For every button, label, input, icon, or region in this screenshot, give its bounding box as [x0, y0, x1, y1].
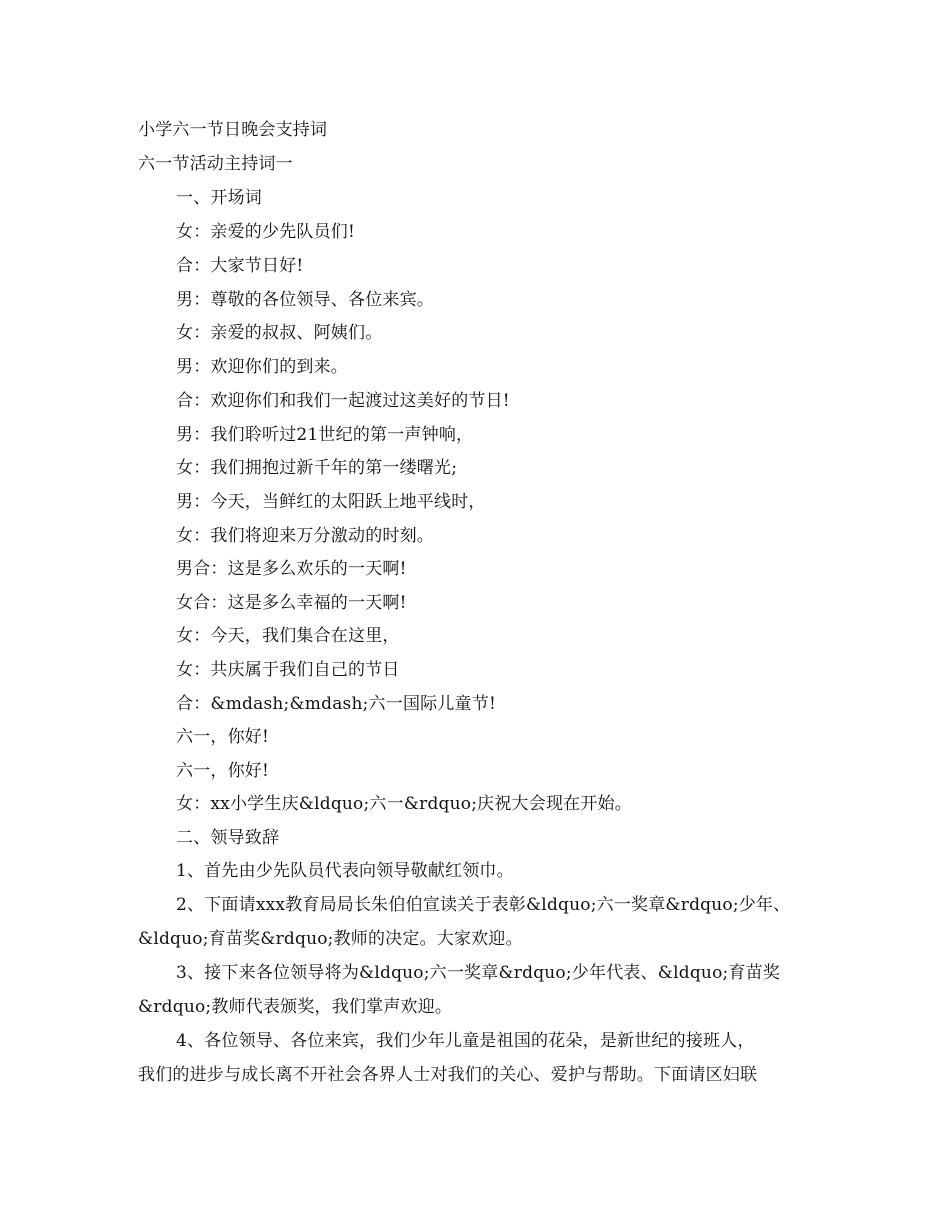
text-line: 六一，你好! [176, 761, 270, 781]
text-line: 4、各位领导、各位来宾，我们少年儿童是祖国的花朵，是新世纪的接班人， [176, 1031, 755, 1051]
text-line: 女：今天，我们集合在这里， [176, 626, 400, 646]
text-line-continuation: &ldquo;育苗奖&rdquo;教师的决定。大家欢迎。 [138, 929, 523, 949]
text-line: 六一，你好! [176, 727, 270, 747]
section-heading-opening: 一、开场词 [176, 188, 262, 208]
text-line: 男合：这是多么欢乐的一天啊! [176, 559, 407, 579]
text-line: 女：我们将迎来万分激动的时刻。 [176, 526, 434, 546]
text-line: 合：&mdash;&mdash;六一国际儿童节! [176, 694, 496, 714]
text-line: 男：今天，当鲜红的太阳跃上地平线时， [176, 492, 486, 512]
document-title: 小学六一节日晚会支持词 [138, 120, 328, 140]
text-line: 女：xx小学生庆&ldquo;六一&rdquo;庆祝大会现在开始。 [176, 794, 632, 814]
text-line: 女：亲爱的少先队员们! [176, 222, 356, 242]
text-line: 女合：这是多么幸福的一天啊! [176, 593, 407, 613]
text-line: 1、首先由少先队员代表向领导敬献红领巾。 [176, 861, 514, 881]
text-line: 女：我们拥抱过新千年的第一缕曙光; [176, 458, 458, 478]
text-line: 男：欢迎你们的到来。 [176, 357, 348, 377]
document-subtitle: 六一节活动主持词一 [138, 154, 293, 174]
text-line: 合：欢迎你们和我们一起渡过这美好的节日! [176, 391, 510, 411]
text-line: 合：大家节日好! [176, 256, 304, 276]
text-line: 男：尊敬的各位领导、各位来宾。 [176, 290, 434, 310]
section-heading-leaders: 二、领导致辞 [176, 828, 280, 848]
text-line: 男：我们聆听过21世纪的第一声钟响， [176, 425, 474, 445]
text-line-continuation: 我们的进步与成长离不开社会各界人士对我们的关心、爱护与帮助。下面请区妇联 [138, 1065, 758, 1085]
text-line: 2、下面请xxx教育局局长朱伯伯宣读关于表彰&ldquo;六一奖章&rdquo;少年、 [176, 895, 791, 915]
text-line: 3、接下来各位领导将为&ldquo;六一奖章&rdquo;少年代表、&ldquo;育苗奖 [176, 963, 781, 983]
text-line: 女：共庆属于我们自己的节日 [176, 660, 400, 680]
text-line-continuation: &rdquo;教师代表颁奖，我们掌声欢迎。 [138, 997, 453, 1017]
text-line: 女：亲爱的叔叔、阿姨们。 [176, 323, 383, 343]
